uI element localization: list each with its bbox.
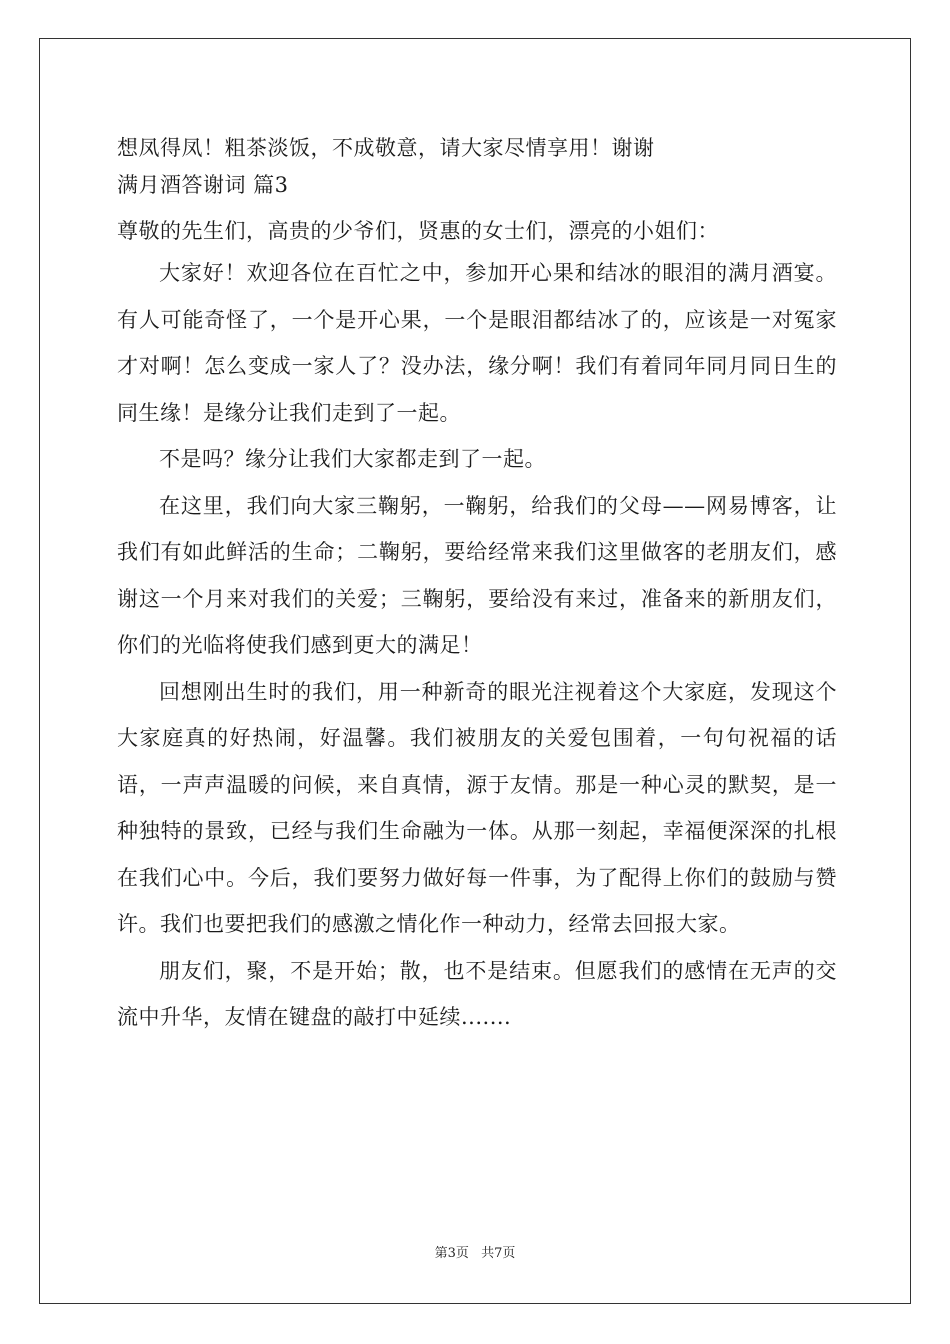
paragraph-fate: 不是吗？缘分让我们大家都走到了一起。	[159, 447, 546, 471]
section-heading: 满月酒答谢词 篇3	[117, 173, 289, 197]
text-line-closing: 想凤得凤！粗茶淡饭，不成敬意，请大家尽情享用！谢谢	[117, 136, 655, 160]
document-body	[117, 130, 837, 1041]
paragraph-bows: 在这里，我们向大家三鞠躬，一鞠躬，给我们的父母——网易博客，让我们有如此鲜活的生命；二鞠躬，要给经常来我们这里做客的老朋友们，感谢这一个月来对我们的关爱；三鞠躬，要给没有来过，准备来的新朋友们，你们的光临将使我们感到更大的满足！	[117, 493, 837, 657]
page-footer	[0, 1242, 950, 1261]
paragraph-reflection: 回想刚出生时的我们，用一种新奇的眼光注视着这个大家庭，发现这个大家庭真的好热闹，好温馨。我们被朋友的关爱包围着，一句句祝福的话语，一声声温暖的问候，来自真情，源于友情。那是一种心灵的默契，是一种独特的景致，已经与我们生命融为一体。从那一刻起，幸福便深深的扎根在我们心中。今后，我们要努力做好每一件事，为了配得上你们的鼓励与赞许。我们也要把我们的感激之情化作一种动力，经常去回报大家。	[117, 679, 837, 936]
paragraph-ending: 朋友们，聚，不是开始；散，也不是结束。但愿我们的感情在无声的交流中升华，友情在键盘的敲打中延续.......	[117, 958, 837, 1029]
salutation: 尊敬的先生们，高贵的少爷们，贤惠的女士们，漂亮的小姐们：	[117, 219, 719, 243]
page-number: 第3页	[434, 1246, 469, 1261]
page-total: 共7页	[481, 1246, 516, 1261]
paragraph-welcome: 大家好！欢迎各位在百忙之中，参加开心果和结冰的眼泪的满月酒宴。有人可能奇怪了，一个是开心果，一个是眼泪都结冰了的，应该是一对冤家才对啊！怎么变成一家人了？没办法，缘分啊！我们有着同年同月同日生的同生缘！是缘分让我们走到了一起。	[117, 261, 837, 425]
